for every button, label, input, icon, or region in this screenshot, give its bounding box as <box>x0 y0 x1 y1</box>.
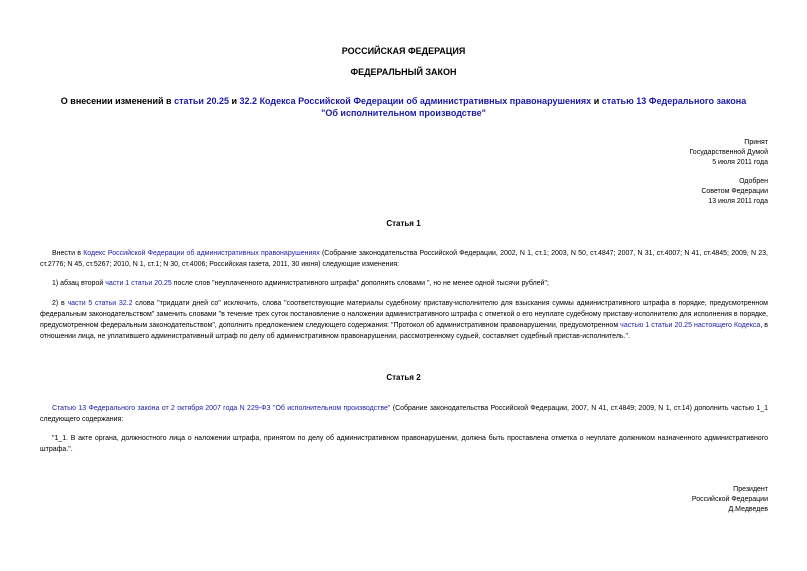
article-2-paragraph-intro <box>40 403 768 425</box>
document-title <box>60 95 747 119</box>
approved-line-2: Советом Федерации <box>701 188 768 195</box>
article-1-p3-link-1[interactable]: части 5 статьи 32.2 <box>67 300 133 307</box>
article-1-p1-text-1: Внести в <box>52 250 84 257</box>
signature-line-2: Российской Федерации <box>691 496 768 503</box>
accepted-block <box>689 138 768 168</box>
article-1-paragraph-intro <box>40 248 768 270</box>
article-1-paragraph-item-2 <box>40 298 768 342</box>
article-2-heading: Статья 2 <box>386 373 421 382</box>
title-link-koap[interactable]: 32.2 Кодекса Российской Федерации об административных правонарушениях <box>239 96 592 106</box>
article-1-p1-text-2: (Собрание законодательства Российской Федерации, 2002, N 1, ст.1; 2003, N 50, ст.4847; 2007, N 31, ст.4007; N 41, ст.4845; 2009, N 23, ст.2776; N 45, ст.5267; 2010, N 1, ст.1; N 30, ст.4006; Российская газета, 2011, 30 июня) следующие изменения: <box>40 250 769 268</box>
accepted-line-1: Принят <box>744 139 768 146</box>
signature-line-1: Президент <box>733 486 768 493</box>
header-country: РОССИЙСКАЯ ФЕДЕРАЦИЯ <box>341 46 466 56</box>
header-doc-type: ФЕДЕРАЛЬНЫЙ ЗАКОН <box>350 67 457 77</box>
article-1-p3-text-2: слова "тридцати дней со" исключить, слова "соответствующие материалы судебному приставу-исполнителю для взыскания суммы административного штрафа в порядке, предусмотренном федеральным законодательством" заменить словами "в течение трех суток постановление о наложении административного штрафа с отметкой о его неуплате судебному приставу-исполнителю для исполнения в порядке, предусмотренном федеральным законодательством", дополнить предложением следующего содержания: "Протокол об административном правонарушении, предусмотренном <box>40 300 768 329</box>
article-1-p1-link-koap[interactable]: Кодекс Российской Федерации об административных правонарушениях <box>83 250 320 257</box>
title-link-article-13[interactable]: статью 13 Федерального закона "Об исполнительном производстве" <box>321 96 747 118</box>
title-text-3: и <box>591 96 602 106</box>
article-2-p1-link[interactable]: Статью 13 Федерального закона от 2 октября 2007 года N 229-ФЗ "Об исполнительном производстве" <box>52 405 391 412</box>
article-1-heading: Статья 1 <box>386 219 421 228</box>
title-text-2: и <box>229 96 240 106</box>
article-1-p2-text-1: 1) абзац второй <box>52 280 106 287</box>
article-1-p3-text-1: 2) в <box>52 300 68 307</box>
signature-block <box>692 485 768 515</box>
article-1-p2-text-2: после слов "неуплаченного административного штрафа" дополнить словами ", но не менее одной тысячи рублей"; <box>171 280 549 287</box>
accepted-line-2: Государственной Думой <box>689 149 768 156</box>
article-1-p3-text-3: , в отношении лица, не уплатившего административный штраф по делу об административном правонарушении, рассмотренному судьей, составляет судебный пристав-исполнитель.". <box>40 322 769 340</box>
article-2-p1-text: (Собрание законодательства Российской Федерации, 2007, N 41, ст.4849; 2009, N 1, ст.14) дополнить частью 1_1 следующего содержания: <box>40 405 768 423</box>
title-text-1: О внесении изменений в <box>60 96 175 106</box>
article-2-paragraph-quote: "1_1. В акте органа, должностного лица о наложении штрафа, принятом по делу об административном правонарушении, должна быть проставлена отметка о неуплате должником назначенного административного штрафа.". <box>40 435 768 453</box>
approved-line-1: Одобрен <box>739 178 768 185</box>
accepted-line-3: 5 июля 2011 года <box>712 159 768 166</box>
article-1-p2-link[interactable]: части 1 статьи 20.25 <box>105 280 172 287</box>
title-link-article-20-25[interactable]: статьи 20.25 <box>174 96 229 106</box>
approved-block <box>701 177 768 207</box>
article-1-p3-link-2[interactable]: частью 1 статьи 20.25 настоящего Кодекса <box>620 322 761 329</box>
article-1-paragraph-item-1 <box>40 278 768 289</box>
signature-line-3: Д.Медведев <box>728 506 768 513</box>
approved-line-3: 13 июля 2011 года <box>708 198 768 205</box>
